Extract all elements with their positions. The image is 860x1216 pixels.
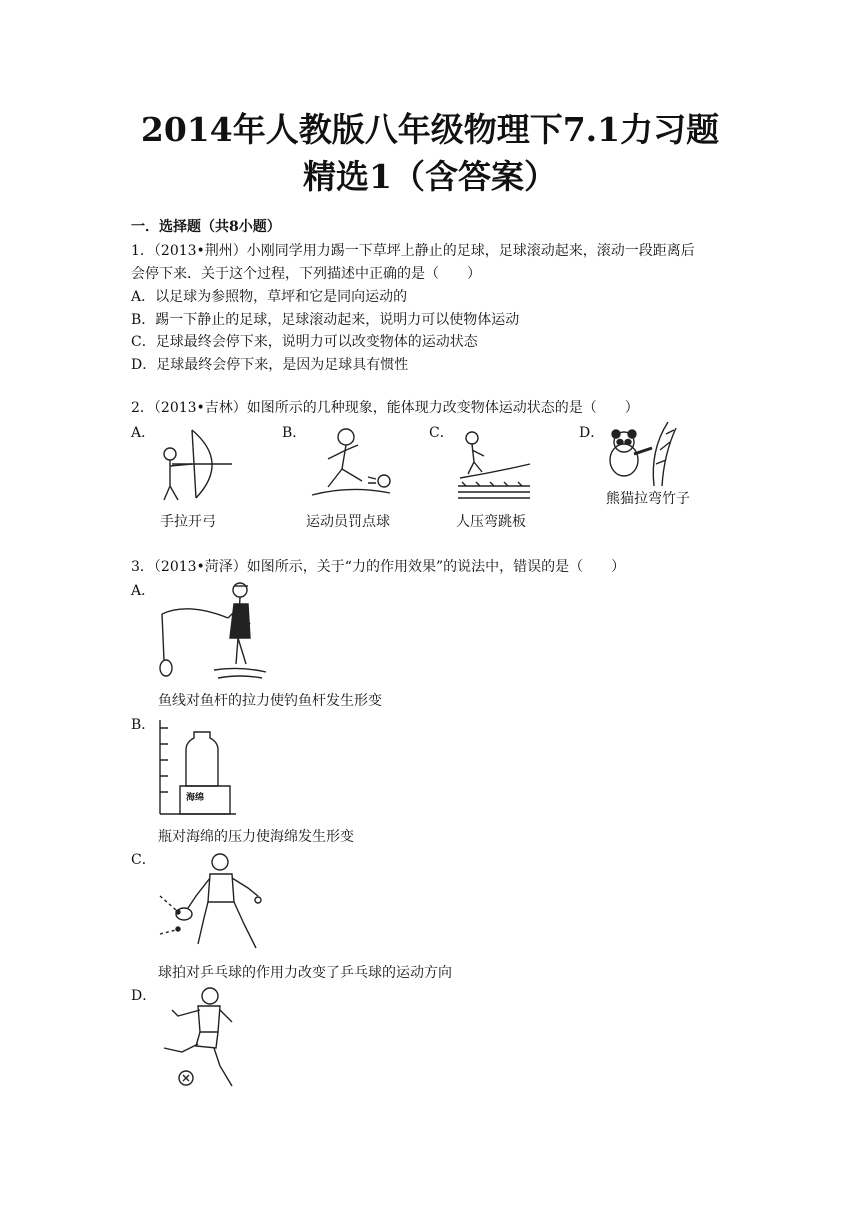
q1-stem-line-1: 1．（2013•荆州）小刚同学用力踢一下草坪上静止的足球，足球滚动起来，滚动一段距离后 bbox=[131, 243, 695, 259]
bow-figure bbox=[152, 426, 234, 502]
q2-stem: 2．（2013•吉林）如图所示的几种现象，能体现力改变物体运动状态的是（ ） bbox=[131, 400, 639, 416]
q3-option-d-letter: D． bbox=[131, 988, 157, 1004]
q2-option-a-caption: 手拉开弓 bbox=[160, 514, 216, 530]
q1-option-b: B．踢一下静止的足球，足球滚动起来，说明力可以使物体运动 bbox=[131, 312, 520, 328]
q2-option-a-letter: A． bbox=[131, 425, 156, 441]
q2-option-d-letter: D． bbox=[579, 425, 605, 441]
q1-option-c: C．足球最终会停下来，说明力可以改变物体的运动状态 bbox=[131, 334, 478, 350]
fishing-figure bbox=[158, 580, 276, 688]
panda-bamboo-figure bbox=[604, 420, 678, 488]
q1-option-d: D．足球最终会停下来，是因为足球具有惯性 bbox=[131, 357, 409, 373]
document-title-line-2: 精选1（含答案） bbox=[303, 157, 557, 196]
q3-stem: 3．（2013•菏泽）如图所示，关于“力的作用效果”的说法中，错误的是（ ） bbox=[131, 559, 626, 575]
q2-option-b-caption: 运动员罚点球 bbox=[306, 514, 390, 530]
q1-option-a: A．以足球为参照物，草坪和它是同向运动的 bbox=[131, 289, 408, 305]
q3-option-c-letter: C． bbox=[131, 852, 156, 868]
q3-option-a-caption: 鱼线对鱼杆的拉力使钓鱼杆发生形变 bbox=[158, 693, 382, 709]
section-heading: 一．选择题（共8小题） bbox=[131, 219, 281, 235]
q2-option-c-letter: C． bbox=[429, 425, 454, 441]
q2-option-b-letter: B． bbox=[282, 425, 307, 441]
springboard-figure bbox=[456, 428, 532, 502]
q3-option-a-letter: A． bbox=[131, 583, 156, 599]
q3-option-b-caption: 瓶对海绵的压力使海绵发生形变 bbox=[158, 829, 354, 845]
soccer-kick-figure bbox=[158, 986, 240, 1096]
q3-option-c-caption: 球拍对乒乓球的作用力改变了乒乓球的运动方向 bbox=[158, 965, 452, 981]
q2-option-d-caption: 熊猫拉弯竹子 bbox=[606, 491, 690, 507]
table-tennis-figure bbox=[158, 852, 268, 956]
penalty-kick-figure bbox=[306, 425, 394, 501]
q3-option-b-letter: B． bbox=[131, 717, 156, 733]
document-title-line-1: 2014年人教版八年级物理下7.1力习题 bbox=[140, 110, 720, 149]
q1-stem-line-2: 会停下来．关于这个过程，下列描述中正确的是（ ） bbox=[131, 266, 481, 282]
sponge-label: 海绵 bbox=[186, 793, 205, 803]
q2-option-c-caption: 人压弯跳板 bbox=[456, 514, 526, 530]
